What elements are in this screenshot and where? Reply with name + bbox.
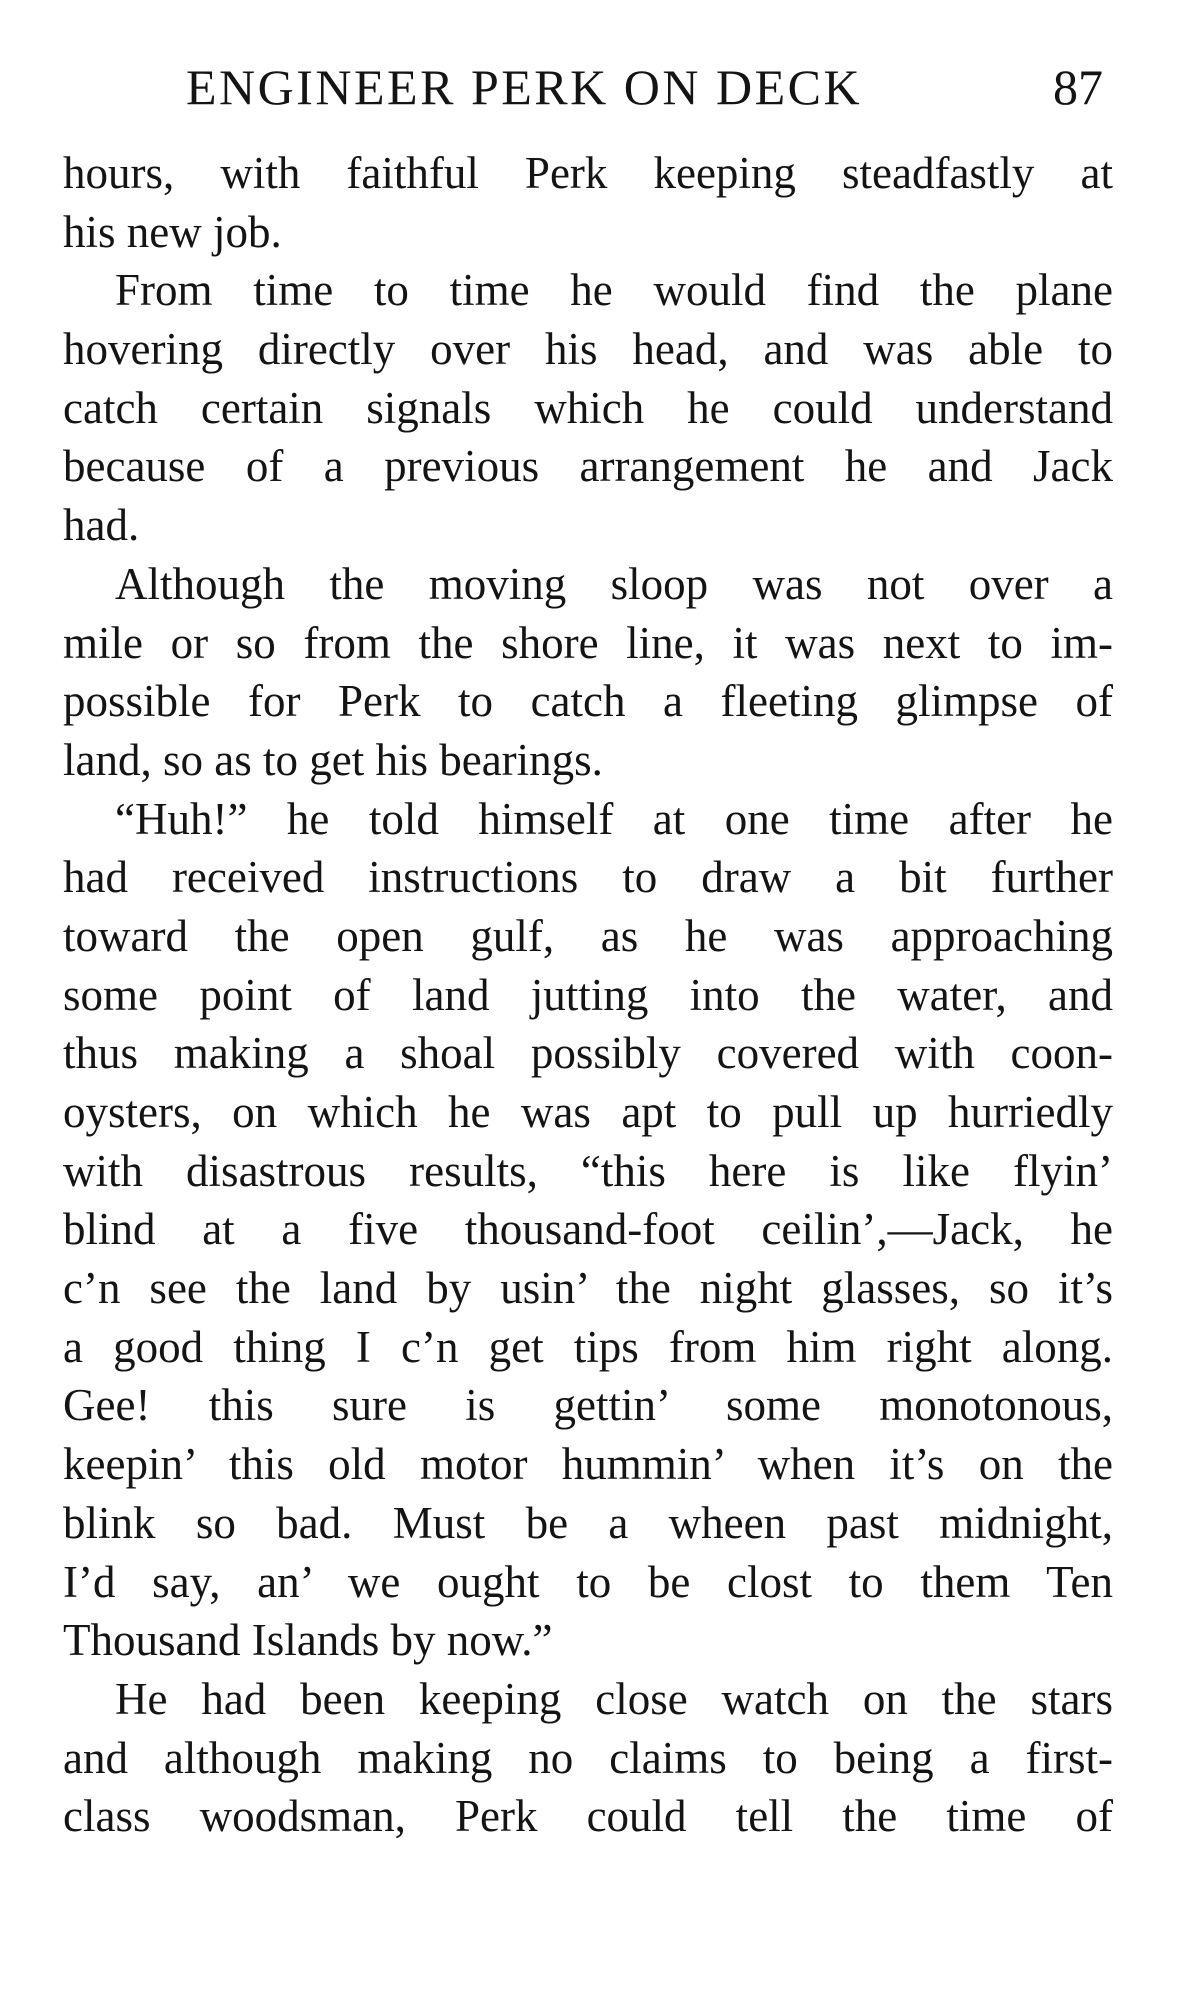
chapter-title: ENGINEER PERK ON DECK: [186, 59, 863, 115]
text-line: I’d say, an’ we ought to be clost to them Ten: [63, 1556, 1113, 1607]
text-line: and although making no claims to being a first-: [63, 1732, 1113, 1783]
text-line: Although the moving sloop was not over a: [115, 558, 1113, 609]
paragraph-1: [63, 144, 1113, 261]
body-text: [63, 144, 1113, 1846]
text-line: with disastrous results, “this here is like flyin’: [63, 1145, 1113, 1196]
text-line: hours, with faithful Perk keeping steadfastly at: [63, 148, 1113, 198]
text-line: Thousand Islands by now.”: [63, 1615, 553, 1666]
text-line: “Huh!” he told himself at one time after he: [115, 793, 1113, 844]
text-line: thus making a shoal possibly covered with coon-: [63, 1028, 1113, 1079]
text-line: land, so as to get his bearings.: [63, 734, 603, 785]
paragraph-2: [63, 261, 1113, 554]
text-line: From time to time he would find the plane: [115, 265, 1113, 316]
text-line: blind at a five thousand-foot ceilin’,—Jack, he: [63, 1204, 1113, 1255]
text-line: because of a previous arrangement he and Jack: [63, 441, 1113, 492]
text-line: oysters, on which he was apt to pull up hurriedly: [63, 1087, 1113, 1137]
text-line: blink so bad. Must be a wheen past midnight,: [63, 1497, 1113, 1548]
text-line: toward the open gulf, as he was approaching: [63, 910, 1113, 961]
text-line: had.: [63, 500, 140, 551]
text-line: mile or so from the shore line, it was next to im-: [63, 617, 1113, 668]
text-line: possible for Perk to catch a fleeting glimpse of: [63, 676, 1113, 727]
text-line: keepin’ this old motor hummin’ when it’s on the: [63, 1439, 1113, 1490]
page-number: 87: [1053, 59, 1103, 115]
text-line: a good thing I c’n get tips from him right along.: [63, 1321, 1113, 1372]
paragraph-3: [63, 555, 1113, 790]
text-line: class woodsman, Perk could tell the time of: [63, 1791, 1113, 1842]
text-line: had received instructions to draw a bit further: [63, 852, 1113, 903]
text-line: his new job.: [63, 206, 282, 257]
text-line: c’n see the land by usin’ the night glasses, so it’s: [63, 1263, 1113, 1314]
text-line: catch certain signals which he could understand: [63, 382, 1113, 433]
paragraph-4: [63, 790, 1113, 1670]
text-line: some point of land jutting into the water, and: [63, 969, 1113, 1020]
text-line: hovering directly over his head, and was able to: [63, 324, 1113, 375]
text-line: He had been keeping close watch on the stars: [115, 1673, 1113, 1724]
running-head: [0, 58, 1103, 118]
text-line: Gee! this sure is gettin’ some monotonous,: [63, 1380, 1113, 1431]
paragraph-5: [63, 1670, 1113, 1846]
